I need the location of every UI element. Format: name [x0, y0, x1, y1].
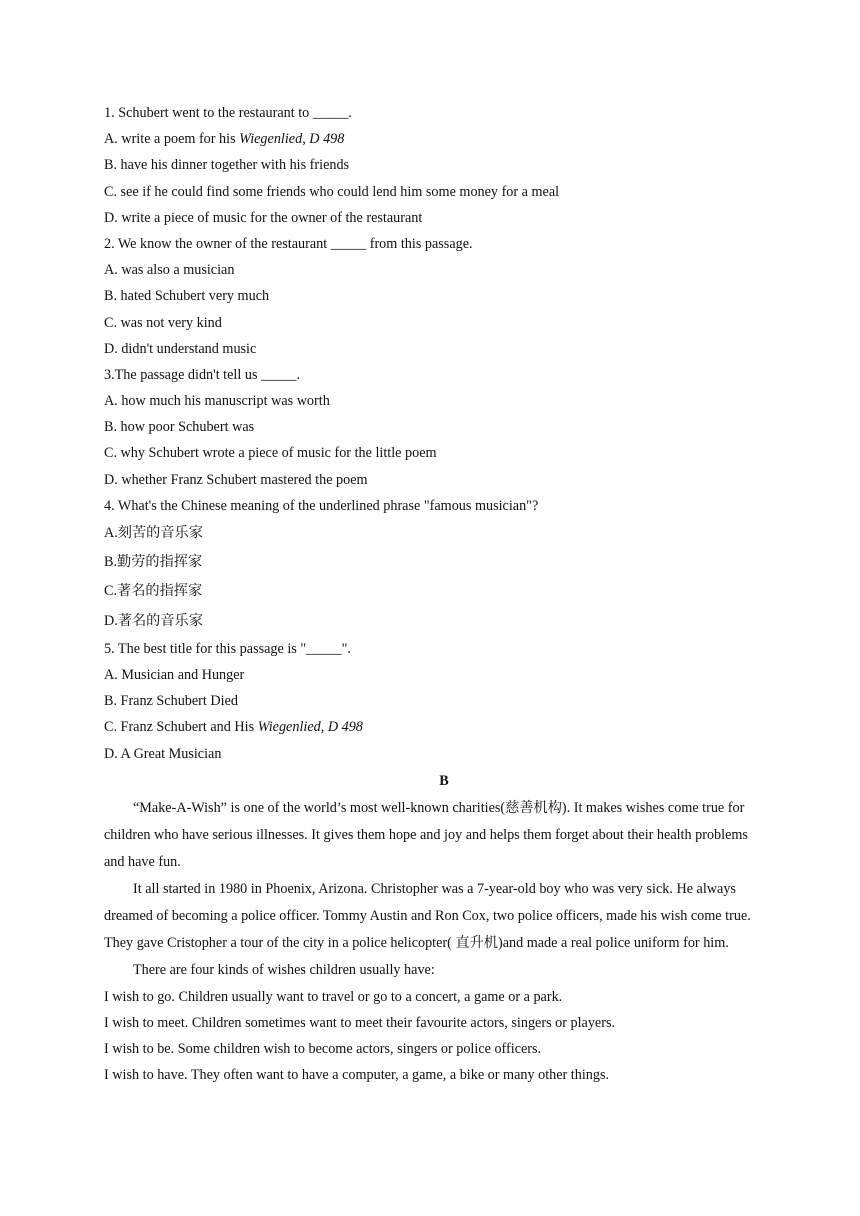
passage-paragraph: It all started in 1980 in Phoenix, Arizona. Christopher was a 7-year-old boy who was very sick. He always dreamed of becoming a police officer. Tommy Austin and Ron Cox, two police officers, made his wish come true. They gave Cristopher a tour of the city in a police helicopter( 直升机)and made a real police uniform for him. — [104, 880, 751, 951]
answer-option: C. see if he could find some friends who could lend him some money for a meal — [104, 183, 560, 200]
answer-option: D. A Great Musician — [104, 745, 222, 762]
answer-option — [104, 126, 754, 152]
question-1 — [104, 100, 754, 231]
section-b — [104, 767, 754, 1089]
answer-option: B. how poor Schubert was — [104, 419, 255, 436]
question-2 — [104, 231, 754, 362]
passage-paragraph: There are four kinds of wishes children usually have: — [133, 961, 435, 978]
answer-option — [104, 714, 754, 740]
answer-option: B.勤劳的指挥家 — [104, 554, 203, 571]
option-text: A. write a poem for his — [104, 131, 240, 148]
answer-option: D.著名的音乐家 — [104, 612, 203, 629]
question-4 — [104, 493, 754, 636]
question-stem: 5. The best title for this passage is "_____". — [104, 640, 351, 657]
option-italic-text: Wiegenlied, D 498 — [239, 131, 345, 148]
section-heading: B — [439, 772, 449, 789]
answer-option: A. Musician and Hunger — [104, 666, 245, 683]
wish-line: I wish to have. They often want to have a computer, a game, a bike or many other things. — [104, 1067, 610, 1084]
answer-option: B. hated Schubert very much — [104, 288, 270, 305]
document-page — [104, 100, 754, 1088]
question-stem: 3.The passage didn't tell us _____. — [104, 366, 301, 383]
question-stem: 4. What's the Chinese meaning of the underlined phrase "famous musician"? — [104, 497, 539, 514]
wish-line: I wish to go. Children usually want to travel or go to a concert, a game or a park. — [104, 988, 563, 1005]
option-italic-text: Wiegenlied, D 498 — [257, 719, 363, 736]
answer-option: B. Franz Schubert Died — [104, 693, 238, 710]
question-stem: 1. Schubert went to the restaurant to _____. — [104, 105, 352, 121]
question-3 — [104, 362, 754, 493]
answer-option: A. how much his manuscript was worth — [104, 393, 330, 410]
answer-option: D. didn't understand music — [104, 340, 257, 357]
option-text: C. Franz Schubert and His — [104, 719, 258, 736]
answer-option: C. why Schubert wrote a piece of music for the little poem — [104, 445, 437, 462]
answer-option: B. have his dinner together with his friends — [104, 157, 350, 174]
answer-option: C. was not very kind — [104, 314, 222, 331]
wish-line: I wish to meet. Children sometimes want to meet their favourite actors, singers or players. — [104, 1014, 616, 1031]
question-stem: 2. We know the owner of the restaurant _____ from this passage. — [104, 235, 473, 252]
answer-option: A. was also a musician — [104, 262, 235, 279]
answer-option: D. write a piece of music for the owner of the restaurant — [104, 209, 423, 226]
answer-option: D. whether Franz Schubert mastered the poem — [104, 471, 368, 488]
wish-line: I wish to be. Some children wish to become actors, singers or police officers. — [104, 1041, 542, 1058]
answer-option: C.著名的指挥家 — [104, 583, 203, 600]
answer-option: A.刻苦的音乐家 — [104, 525, 203, 541]
question-5 — [104, 636, 754, 767]
passage-paragraph: “Make-A-Wish” is one of the world’s most well-known charities(慈善机构). It makes wishes come true for children who have serious illnesses. It gives them hope and joy and helps them forget about their health problems and have fun. — [104, 799, 748, 870]
